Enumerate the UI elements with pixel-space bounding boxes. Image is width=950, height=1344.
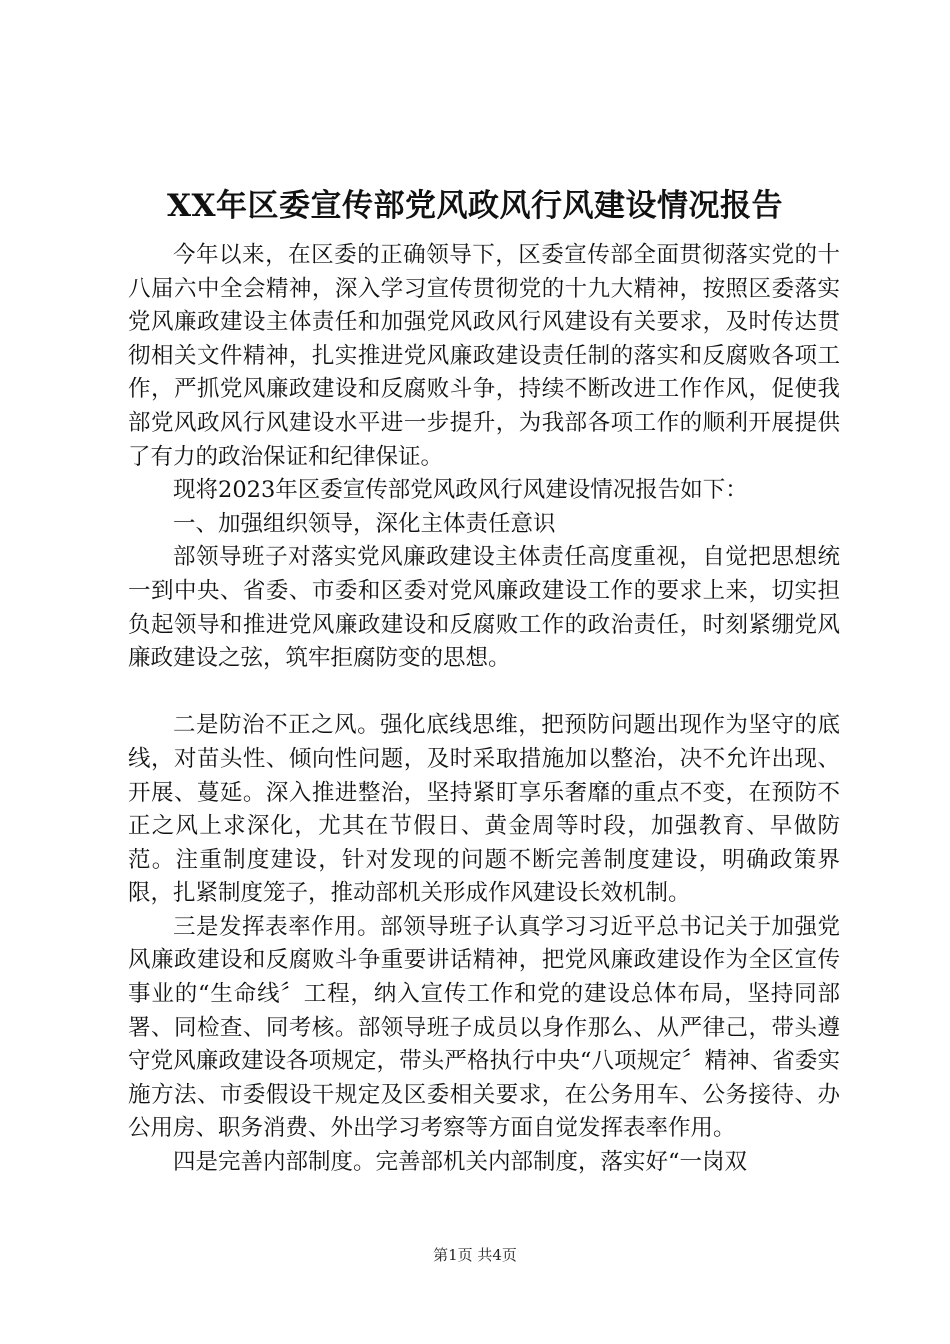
paragraph-item-3: 三是发挥表率作用。部领导班子认真学习习近平总书记关于加强党风廉政建设和反腐败斗争重要讲话精神，把党风廉政建设作为全区宣传事业的“生命线〞工程，纳入宣传工作和党的建设总体布局，坚持同部署、同检查、同考核。部领导班子成员以身作那么、从严律己，带头遵守党风廉政建设各项规定，带头严格执行中央“八项规定〞精神、省委实施方法、市委假设干规定及区委相关要求，在公务用车、公务接待、办公用房、职务消费、外出学习考察等方面自觉发挥表率作用。 bbox=[128, 913, 840, 1142]
paragraph-item-4: 四是完善内部制度。完善部机关内部制度，落实好“一岗双 bbox=[173, 1149, 748, 1176]
paragraph-intro: 今年以来，在区委的正确领导下，区委宣传部全面贯彻落实党的十八届六中全会精神，深入学习宣传贯彻党的十九大精神，按照区委落实党风廉政建设主体责任和加强党风政风行风建设有关要求，及时传达贯彻相关文件精神，扎实推进党风廉政建设责任制的落实和反腐败各项工作，严抓党风廉政建设和反腐败斗争，持续不断改进工作作风，促使我部党风政风行风建设水平进一步提升，为我部各项工作的顺利开展提供了有力的政治保证和纪律保证。 bbox=[128, 242, 840, 470]
document-title: XX年区委宣传部党风政风行风建设情况报告 bbox=[166, 188, 784, 224]
page-number-footer: 第1页 共4页 bbox=[433, 1246, 517, 1264]
section-heading-1: 一、加强组织领导，深化主体责任意识 bbox=[173, 510, 556, 537]
paragraph-section-1: 部领导班子对落实党风廉政建设主体责任高度重视，自觉把思想统一到中央、省委、市委和区委对党风廉政建设工作的要求上来，切实担负起领导和推进党风廉政建设和反腐败工作的政治责任，时刻紧绷党风廉政建设之弦，筑牢拒腐防变的思想。 bbox=[128, 544, 840, 672]
paragraph-item-2: 二是防治不正之风。强化底线思维，把预防问题出现作为坚守的底线，对苗头性、倾向性问题，及时采取措施加以整治，决不允许出现、开展、蔓延。深入推进整治，坚持紧盯享乐奢靡的重点不变，在预防不正之风上求深化，尤其在节假日、黄金周等时段，加强教育、早做防范。注重制度建设，针对发现的问题不断完善制度建设，明确政策界限，扎紧制度笼子，推动部机关形成作风建设长效机制。 bbox=[128, 712, 840, 907]
paragraph-report-lead: 现将2023年区委宣传部党风政风行风建设情况报告如下： bbox=[173, 477, 748, 504]
document-body bbox=[128, 239, 840, 1180]
